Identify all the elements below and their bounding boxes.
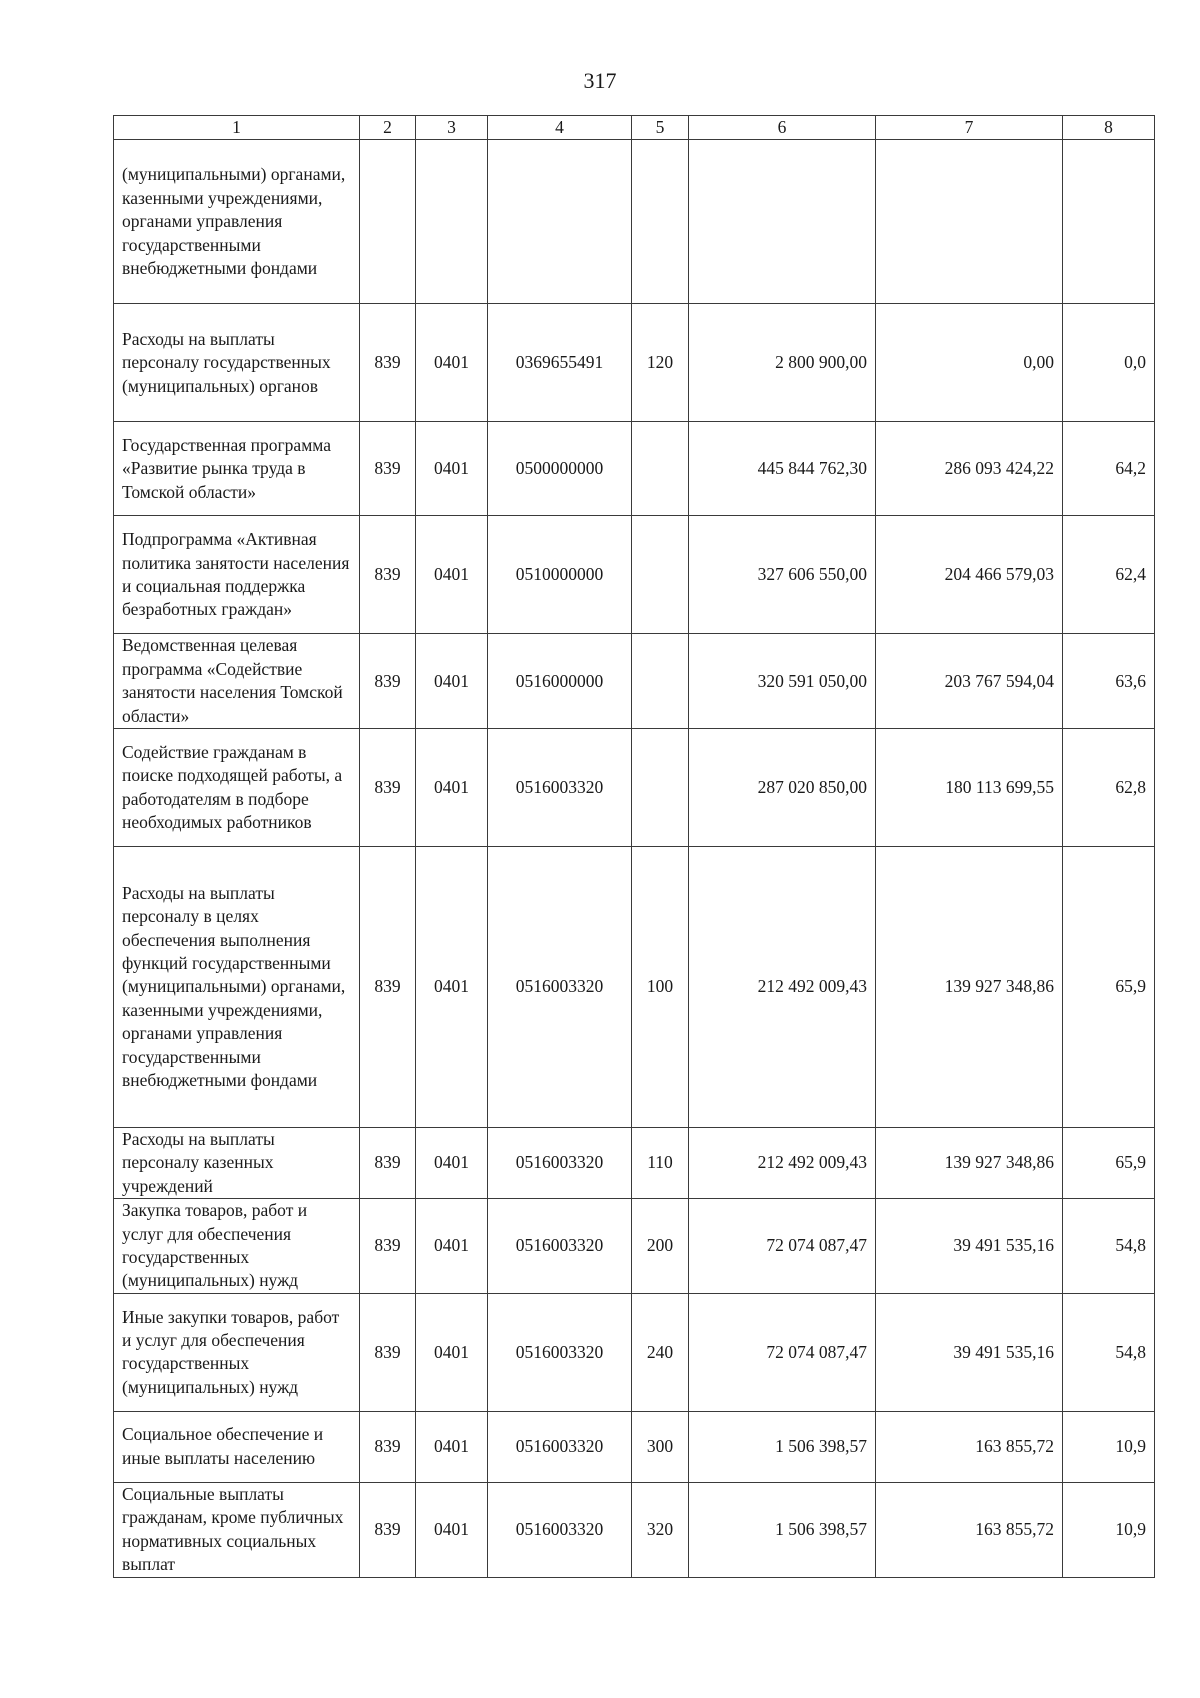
row-planned: 2 800 900,00	[689, 304, 876, 422]
header-col-6: 6	[689, 116, 876, 140]
table-row	[114, 847, 1155, 1128]
row-percent: 64,2	[1063, 422, 1155, 516]
row-name: Социальное обеспечение и иные выплаты населению	[114, 1411, 360, 1482]
row-expense-type: 200	[632, 1199, 689, 1294]
row-section: 0401	[416, 847, 488, 1128]
row-ved: 839	[360, 304, 416, 422]
row-planned: 72 074 087,47	[689, 1199, 876, 1294]
row-expense-type	[632, 634, 689, 729]
row-planned: 212 492 009,43	[689, 847, 876, 1128]
row-executed: 39 491 535,16	[876, 1293, 1063, 1411]
row-section: 0401	[416, 1482, 488, 1577]
row-planned: 72 074 087,47	[689, 1293, 876, 1411]
row-section: 0401	[416, 1128, 488, 1199]
row-name: Государственная программа «Развитие рынка труда в Томской области»	[114, 422, 360, 516]
table-row	[114, 1411, 1155, 1482]
row-executed	[876, 140, 1063, 304]
row-executed: 203 767 594,04	[876, 634, 1063, 729]
row-planned: 445 844 762,30	[689, 422, 876, 516]
row-percent: 54,8	[1063, 1293, 1155, 1411]
table-row	[114, 1293, 1155, 1411]
row-expense-type: 120	[632, 304, 689, 422]
row-percent: 62,8	[1063, 729, 1155, 847]
row-expense-type	[632, 729, 689, 847]
row-ved: 839	[360, 1293, 416, 1411]
table-row	[114, 1482, 1155, 1577]
row-name: Расходы на выплаты персоналу казенных учреждений	[114, 1128, 360, 1199]
row-ved: 839	[360, 1482, 416, 1577]
row-ved: 839	[360, 1128, 416, 1199]
row-section: 0401	[416, 1411, 488, 1482]
row-executed: 163 855,72	[876, 1482, 1063, 1577]
row-executed: 163 855,72	[876, 1411, 1063, 1482]
header-col-4: 4	[488, 116, 632, 140]
row-percent: 63,6	[1063, 634, 1155, 729]
table-row	[114, 422, 1155, 516]
row-percent	[1063, 140, 1155, 304]
row-expense-type: 100	[632, 847, 689, 1128]
header-col-1: 1	[114, 116, 360, 140]
row-target-code: 0500000000	[488, 422, 632, 516]
header-col-5: 5	[632, 116, 689, 140]
table-row	[114, 1128, 1155, 1199]
row-section: 0401	[416, 304, 488, 422]
row-planned: 212 492 009,43	[689, 1128, 876, 1199]
table-row	[114, 634, 1155, 729]
row-executed: 139 927 348,86	[876, 847, 1063, 1128]
page-number: 317	[583, 68, 617, 93]
row-target-code: 0516003320	[488, 1293, 632, 1411]
row-ved	[360, 140, 416, 304]
row-target-code: 0516003320	[488, 1199, 632, 1294]
row-target-code: 0516003320	[488, 729, 632, 847]
row-name: Закупка товаров, работ и услуг для обеспечения государственных (муниципальных) нужд	[114, 1199, 360, 1294]
row-section: 0401	[416, 1293, 488, 1411]
budget-table	[113, 115, 1155, 1578]
row-executed: 204 466 579,03	[876, 516, 1063, 634]
table-row	[114, 140, 1155, 304]
row-expense-type	[632, 140, 689, 304]
row-executed: 139 927 348,86	[876, 1128, 1063, 1199]
header-row	[114, 116, 1155, 140]
row-planned: 1 506 398,57	[689, 1482, 876, 1577]
row-name: Расходы на выплаты персоналу государственных (муниципальных) органов	[114, 304, 360, 422]
row-target-code: 0510000000	[488, 516, 632, 634]
row-target-code: 0516003320	[488, 1128, 632, 1199]
row-planned: 1 506 398,57	[689, 1411, 876, 1482]
row-section: 0401	[416, 516, 488, 634]
row-target-code	[488, 140, 632, 304]
row-ved: 839	[360, 1199, 416, 1294]
row-section: 0401	[416, 634, 488, 729]
row-name: Подпрограмма «Активная политика занятости населения и социальная поддержка безработных граждан»	[114, 516, 360, 634]
row-section: 0401	[416, 1199, 488, 1294]
row-percent: 65,9	[1063, 847, 1155, 1128]
row-expense-type: 300	[632, 1411, 689, 1482]
row-percent: 62,4	[1063, 516, 1155, 634]
row-target-code: 0516000000	[488, 634, 632, 729]
row-ved: 839	[360, 634, 416, 729]
row-name: (муниципальными) органами, казенными учреждениями, органами управления государственными внебюджетными фондами	[114, 140, 360, 304]
row-name: Социальные выплаты гражданам, кроме публичных нормативных социальных выплат	[114, 1482, 360, 1577]
row-ved: 839	[360, 1411, 416, 1482]
row-planned: 287 020 850,00	[689, 729, 876, 847]
row-expense-type	[632, 516, 689, 634]
row-name: Содействие гражданам в поиске подходящей работы, а работодателям в подборе необходимых работников	[114, 729, 360, 847]
header-col-2: 2	[360, 116, 416, 140]
row-percent: 65,9	[1063, 1128, 1155, 1199]
row-ved: 839	[360, 729, 416, 847]
row-expense-type	[632, 422, 689, 516]
header-col-7: 7	[876, 116, 1063, 140]
row-name: Ведомственная целевая программа «Содействие занятости населения Томской области»	[114, 634, 360, 729]
row-expense-type: 240	[632, 1293, 689, 1411]
header-col-3: 3	[416, 116, 488, 140]
table-row	[114, 729, 1155, 847]
row-name: Иные закупки товаров, работ и услуг для обеспечения государственных (муниципальных) нужд	[114, 1293, 360, 1411]
row-target-code: 0369655491	[488, 304, 632, 422]
header-col-8: 8	[1063, 116, 1155, 140]
row-percent: 10,9	[1063, 1482, 1155, 1577]
row-section: 0401	[416, 422, 488, 516]
row-planned: 320 591 050,00	[689, 634, 876, 729]
row-section	[416, 140, 488, 304]
table-row	[114, 1199, 1155, 1294]
row-executed: 180 113 699,55	[876, 729, 1063, 847]
row-expense-type: 320	[632, 1482, 689, 1577]
row-executed: 39 491 535,16	[876, 1199, 1063, 1294]
row-section: 0401	[416, 729, 488, 847]
row-percent: 10,9	[1063, 1411, 1155, 1482]
row-percent: 54,8	[1063, 1199, 1155, 1294]
row-planned: 327 606 550,00	[689, 516, 876, 634]
row-target-code: 0516003320	[488, 1411, 632, 1482]
row-ved: 839	[360, 422, 416, 516]
row-ved: 839	[360, 847, 416, 1128]
row-name: Расходы на выплаты персоналу в целях обеспечения выполнения функций государственными (муниципальными) органами, казенными учреждениями, органами управления государственными внебюджетными фондами	[114, 847, 360, 1128]
row-ved: 839	[360, 516, 416, 634]
row-target-code: 0516003320	[488, 847, 632, 1128]
table-row	[114, 516, 1155, 634]
row-percent: 0,0	[1063, 304, 1155, 422]
row-expense-type: 110	[632, 1128, 689, 1199]
row-target-code: 0516003320	[488, 1482, 632, 1577]
row-executed: 0,00	[876, 304, 1063, 422]
row-executed: 286 093 424,22	[876, 422, 1063, 516]
table-row	[114, 304, 1155, 422]
row-planned	[689, 140, 876, 304]
